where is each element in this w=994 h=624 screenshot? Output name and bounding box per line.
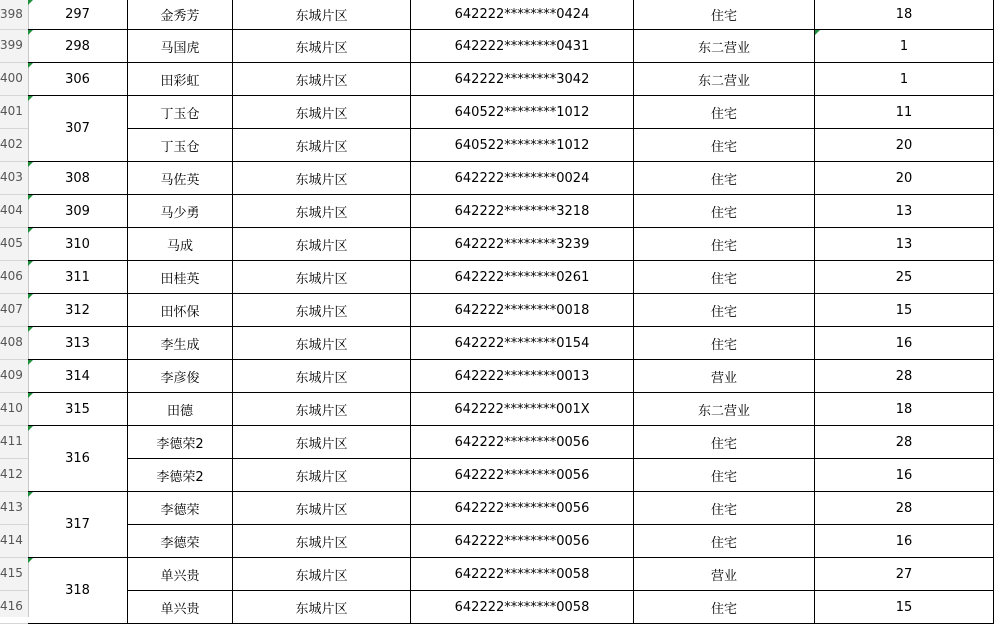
cell-area-text: 东城片区 [295, 304, 348, 320]
cell-qty-text: 13 [895, 203, 913, 219]
cell-qty[interactable] [815, 360, 994, 393]
cell-seq[interactable] [28, 360, 128, 393]
cell-area[interactable] [233, 30, 411, 63]
cell-name-text: 田德 [166, 403, 193, 419]
cell-id-text: 642222********0261 [454, 269, 590, 285]
cell-id[interactable] [411, 30, 634, 63]
cell-area[interactable] [233, 525, 411, 558]
number-as-text-indicator-icon [28, 426, 33, 431]
cell-type[interactable] [634, 459, 815, 492]
cell-id[interactable] [411, 261, 634, 294]
number-as-text-indicator-icon [28, 492, 33, 497]
cell-name-text: 丁玉仓 [160, 106, 200, 122]
cell-id[interactable] [411, 426, 634, 459]
cell-id-text: 642222********0056 [454, 434, 590, 450]
cell-qty[interactable] [815, 591, 994, 624]
cell-seq-text: 307 [65, 121, 90, 136]
number-as-text-indicator-icon [28, 96, 33, 101]
cell-area[interactable] [233, 591, 411, 624]
cell-seq-text: 318 [65, 583, 90, 598]
cell-name-text: 马少勇 [160, 205, 200, 221]
cell-seq[interactable] [28, 30, 128, 63]
cell-seq[interactable] [28, 96, 128, 162]
row-number[interactable]: 411 [0, 426, 28, 459]
cell-name-text: 金秀芳 [160, 9, 200, 24]
cell-area-text: 东城片区 [295, 502, 348, 518]
cell-seq[interactable] [28, 261, 128, 294]
number-as-text-indicator-icon [28, 261, 33, 266]
cell-qty[interactable] [815, 261, 994, 294]
cell-name-text: 单兴贵 [160, 568, 200, 584]
cell-type-text: 营业 [710, 568, 737, 584]
cell-area-text: 东城片区 [295, 271, 348, 287]
cell-id-text: 642222********001X [454, 401, 590, 417]
cell-id[interactable] [411, 591, 634, 624]
cell-seq-text: 311 [65, 269, 90, 285]
cell-name-text: 李德荣 [160, 535, 200, 551]
number-as-text-indicator-icon [28, 327, 33, 332]
cell-qty-text: 16 [895, 533, 913, 549]
row-header-gutter [0, 0, 29, 617]
cell-id-text: 640522********1012 [454, 137, 590, 153]
cell-type-text: 营业 [710, 370, 737, 386]
cell-id-text: 642222********3042 [454, 71, 590, 87]
cell-id-text: 642222********0024 [454, 170, 590, 186]
cell-name-text: 李生成 [160, 337, 200, 353]
number-as-text-indicator-icon [28, 393, 33, 398]
cell-seq[interactable] [28, 195, 128, 228]
cell-type-text: 住宅 [710, 106, 737, 122]
cell-type-text: 住宅 [710, 304, 737, 320]
cell-area[interactable] [233, 195, 411, 228]
cell-type[interactable] [634, 591, 815, 624]
cell-type[interactable] [634, 129, 815, 162]
cell-seq[interactable] [28, 426, 128, 492]
cell-qty-text: 28 [895, 368, 913, 384]
cell-area[interactable] [233, 459, 411, 492]
cell-area-text: 东城片区 [295, 205, 348, 221]
cell-qty-text: 28 [895, 500, 913, 516]
cell-type[interactable] [634, 162, 815, 195]
cell-qty[interactable] [815, 294, 994, 327]
cell-seq-text: 298 [65, 38, 90, 54]
cell-name[interactable] [128, 96, 233, 129]
number-as-text-indicator-icon [28, 360, 33, 365]
cell-name[interactable] [128, 195, 233, 228]
cell-type[interactable] [634, 0, 815, 30]
cell-qty[interactable] [815, 228, 994, 261]
cell-name[interactable] [128, 228, 233, 261]
cell-area[interactable] [233, 129, 411, 162]
cell-qty-text: 15 [895, 599, 913, 615]
cell-area-text: 东城片区 [295, 73, 348, 89]
cell-id-text: 642222********0056 [454, 533, 590, 549]
cell-id[interactable] [411, 228, 634, 261]
cell-area-text: 东城片区 [295, 9, 348, 24]
cell-area[interactable] [233, 294, 411, 327]
cell-seq-text: 308 [65, 170, 90, 186]
cell-area[interactable] [233, 162, 411, 195]
row-number[interactable]: 409 [0, 360, 28, 393]
cell-name-text: 田怀保 [160, 304, 200, 320]
cell-type-text: 东二营业 [697, 403, 750, 419]
cell-id-text: 642222********0056 [454, 500, 590, 516]
row-number[interactable]: 412 [0, 459, 28, 492]
cell-qty-text: 11 [895, 104, 913, 120]
cell-id[interactable] [411, 0, 634, 30]
cell-area[interactable] [233, 63, 411, 96]
number-as-text-indicator-icon [28, 228, 33, 233]
number-as-text-indicator-icon [28, 0, 33, 5]
cell-qty-text: 18 [895, 401, 913, 417]
cell-qty[interactable] [815, 0, 994, 30]
cell-qty[interactable] [815, 393, 994, 426]
row-number[interactable]: 401 [0, 96, 28, 129]
cell-area-text: 东城片区 [295, 469, 348, 485]
cell-area-text: 东城片区 [295, 403, 348, 419]
cell-id[interactable] [411, 294, 634, 327]
cell-name[interactable] [128, 327, 233, 360]
cell-id[interactable] [411, 492, 634, 525]
cell-id[interactable] [411, 96, 634, 129]
cell-qty[interactable] [815, 63, 994, 96]
cell-type-text: 住宅 [710, 9, 737, 24]
number-as-text-indicator-icon [28, 63, 33, 68]
cell-qty[interactable] [815, 195, 994, 228]
row-number[interactable]: 416 [0, 591, 28, 624]
cell-name-text: 李彦俊 [160, 370, 200, 386]
cell-area-text: 东城片区 [295, 535, 348, 551]
cell-id[interactable] [411, 558, 634, 591]
cell-type[interactable] [634, 261, 815, 294]
cell-id[interactable] [411, 129, 634, 162]
cell-id[interactable] [411, 162, 634, 195]
cell-qty-text: 20 [895, 170, 913, 186]
cell-type[interactable] [634, 525, 815, 558]
cell-type-text: 东二营业 [697, 73, 750, 89]
cell-area[interactable] [233, 360, 411, 393]
cell-seq[interactable] [28, 0, 128, 30]
cell-area[interactable] [233, 96, 411, 129]
cell-id[interactable] [411, 63, 634, 96]
cell-id-text: 642222********0018 [454, 302, 590, 318]
cell-qty[interactable] [815, 327, 994, 360]
cell-id[interactable] [411, 360, 634, 393]
cell-name-text: 田彩虹 [160, 73, 200, 89]
cell-qty[interactable] [815, 30, 994, 63]
cell-type[interactable] [634, 393, 815, 426]
row-number[interactable]: 405 [0, 228, 28, 261]
cell-qty-text: 1 [899, 38, 909, 54]
cell-qty-text: 16 [895, 467, 913, 483]
cell-area[interactable] [233, 492, 411, 525]
cell-type[interactable] [634, 558, 815, 591]
cell-name[interactable] [128, 525, 233, 558]
cell-type[interactable] [634, 30, 815, 63]
cell-area-text: 东城片区 [295, 139, 348, 155]
cell-type[interactable] [634, 63, 815, 96]
cell-name[interactable] [128, 459, 233, 492]
row-number[interactable]: 399 [0, 30, 28, 63]
number-as-text-indicator-icon [28, 195, 33, 200]
cell-area[interactable] [233, 0, 411, 30]
cell-seq-text: 310 [65, 236, 90, 252]
cell-name[interactable] [128, 426, 233, 459]
number-as-text-indicator-icon [815, 30, 820, 35]
cell-name-text: 马成 [166, 238, 193, 254]
cell-seq-text: 313 [65, 335, 90, 351]
cell-seq-text: 312 [65, 302, 90, 318]
cell-area-text: 东城片区 [295, 601, 348, 617]
cell-area[interactable] [233, 327, 411, 360]
cell-qty[interactable] [815, 525, 994, 558]
cell-id-text: 642222********3239 [454, 236, 590, 252]
cell-name[interactable] [128, 492, 233, 525]
row-number[interactable]: 415 [0, 558, 28, 591]
row-number[interactable]: 414 [0, 525, 28, 558]
cell-type[interactable] [634, 228, 815, 261]
cell-name[interactable] [128, 360, 233, 393]
cell-qty-text: 13 [895, 236, 913, 252]
cell-name-text: 李德荣2 [156, 469, 204, 485]
cell-area-text: 东城片区 [295, 106, 348, 122]
cell-qty-text: 28 [895, 434, 913, 450]
cell-seq[interactable] [28, 63, 128, 96]
cell-type-text: 住宅 [710, 469, 737, 485]
cell-id-text: 642222********0056 [454, 467, 590, 483]
row-number[interactable]: 400 [0, 63, 28, 96]
data-grid [28, 0, 994, 617]
cell-id-text: 642222********0058 [454, 599, 590, 615]
cell-name-text: 单兴贵 [160, 601, 200, 617]
cell-type-text: 住宅 [710, 205, 737, 221]
cell-seq[interactable] [28, 393, 128, 426]
cell-seq[interactable] [28, 162, 128, 195]
cell-type-text: 住宅 [710, 238, 737, 254]
cell-qty-text: 25 [895, 269, 913, 285]
cell-id-text: 642222********0431 [454, 38, 590, 54]
cell-type[interactable] [634, 327, 815, 360]
cell-type[interactable] [634, 360, 815, 393]
cell-qty[interactable] [815, 558, 994, 591]
cell-name-text: 马国虎 [160, 40, 200, 56]
cell-seq-text: 309 [65, 203, 90, 219]
cell-type-text: 住宅 [710, 139, 737, 155]
cell-id[interactable] [411, 459, 634, 492]
cell-id-text: 642222********3218 [454, 203, 590, 219]
row-number[interactable]: 406 [0, 261, 28, 294]
cell-id[interactable] [411, 195, 634, 228]
number-as-text-indicator-icon [28, 294, 33, 299]
cell-name-text: 李德荣 [160, 502, 200, 518]
cell-name[interactable] [128, 162, 233, 195]
cell-area-text: 东城片区 [295, 568, 348, 584]
cell-qty[interactable] [815, 96, 994, 129]
cell-name-text: 李德荣2 [156, 436, 204, 452]
number-as-text-indicator-icon [28, 162, 33, 167]
cell-qty[interactable] [815, 459, 994, 492]
cell-qty-text: 18 [895, 7, 913, 22]
row-number[interactable]: 410 [0, 393, 28, 426]
row-number[interactable]: 413 [0, 492, 28, 525]
cell-qty-text: 16 [895, 335, 913, 351]
cell-type[interactable] [634, 426, 815, 459]
cell-name[interactable] [128, 30, 233, 63]
cell-id-text: 642222********0154 [454, 335, 590, 351]
cell-area[interactable] [233, 558, 411, 591]
cell-area-text: 东城片区 [295, 172, 348, 188]
cell-seq-text: 297 [65, 7, 90, 22]
cell-type[interactable] [634, 195, 815, 228]
cell-qty[interactable] [815, 426, 994, 459]
row-number[interactable]: 402 [0, 129, 28, 162]
cell-area-text: 东城片区 [295, 337, 348, 353]
cell-id[interactable] [411, 327, 634, 360]
cell-area[interactable] [233, 426, 411, 459]
cell-name[interactable] [128, 393, 233, 426]
cell-type-text: 住宅 [710, 502, 737, 518]
number-as-text-indicator-icon [28, 558, 33, 563]
cell-seq-text: 306 [65, 71, 90, 87]
cell-name[interactable] [128, 261, 233, 294]
cell-qty[interactable] [815, 162, 994, 195]
cell-name[interactable] [128, 558, 233, 591]
cell-area-text: 东城片区 [295, 238, 348, 254]
cell-qty-text: 20 [895, 137, 913, 153]
row-number[interactable]: 398 [0, 0, 28, 30]
cell-seq-text: 315 [65, 401, 90, 417]
cell-qty[interactable] [815, 492, 994, 525]
cell-seq-text: 314 [65, 368, 90, 384]
cell-id-text: 642222********0424 [454, 7, 590, 22]
cell-seq-text: 317 [65, 517, 90, 532]
row-number[interactable]: 403 [0, 162, 28, 195]
cell-area-text: 东城片区 [295, 436, 348, 452]
cell-qty-text: 15 [895, 302, 913, 318]
cell-name-text: 田桂英 [160, 271, 200, 287]
cell-name[interactable] [128, 591, 233, 624]
cell-seq[interactable] [28, 294, 128, 327]
number-as-text-indicator-icon [28, 30, 33, 35]
cell-id[interactable] [411, 525, 634, 558]
cell-type-text: 住宅 [710, 436, 737, 452]
cell-qty[interactable] [815, 129, 994, 162]
cell-seq-text: 316 [65, 451, 90, 466]
cell-qty-text: 27 [895, 566, 913, 582]
cell-qty-text: 1 [899, 71, 909, 87]
cell-seq[interactable] [28, 228, 128, 261]
cell-name[interactable] [128, 294, 233, 327]
cell-type[interactable] [634, 492, 815, 525]
row-number[interactable]: 407 [0, 294, 28, 327]
cell-id-text: 642222********0058 [454, 566, 590, 582]
cell-type[interactable] [634, 294, 815, 327]
cell-seq[interactable] [28, 327, 128, 360]
cell-area[interactable] [233, 228, 411, 261]
cell-name-text: 马佐英 [160, 172, 200, 188]
cell-name-text: 丁玉仓 [160, 139, 200, 155]
cell-type-text: 住宅 [710, 535, 737, 551]
cell-type-text: 住宅 [710, 337, 737, 353]
cell-name[interactable] [128, 0, 233, 30]
cell-area[interactable] [233, 393, 411, 426]
cell-type-text: 住宅 [710, 601, 737, 617]
cell-type-text: 住宅 [710, 271, 737, 287]
cell-area[interactable] [233, 261, 411, 294]
row-number[interactable]: 408 [0, 327, 28, 360]
cell-id-text: 640522********1012 [454, 104, 590, 120]
cell-seq[interactable] [28, 558, 128, 624]
cell-type[interactable] [634, 96, 815, 129]
cell-area-text: 东城片区 [295, 40, 348, 56]
cell-name[interactable] [128, 63, 233, 96]
cell-type-text: 东二营业 [697, 40, 750, 56]
row-number[interactable]: 404 [0, 195, 28, 228]
cell-seq[interactable] [28, 492, 128, 558]
cell-name[interactable] [128, 129, 233, 162]
cell-area-text: 东城片区 [295, 370, 348, 386]
cell-type-text: 住宅 [710, 172, 737, 188]
cell-id[interactable] [411, 393, 634, 426]
cell-id-text: 642222********0013 [454, 368, 590, 384]
